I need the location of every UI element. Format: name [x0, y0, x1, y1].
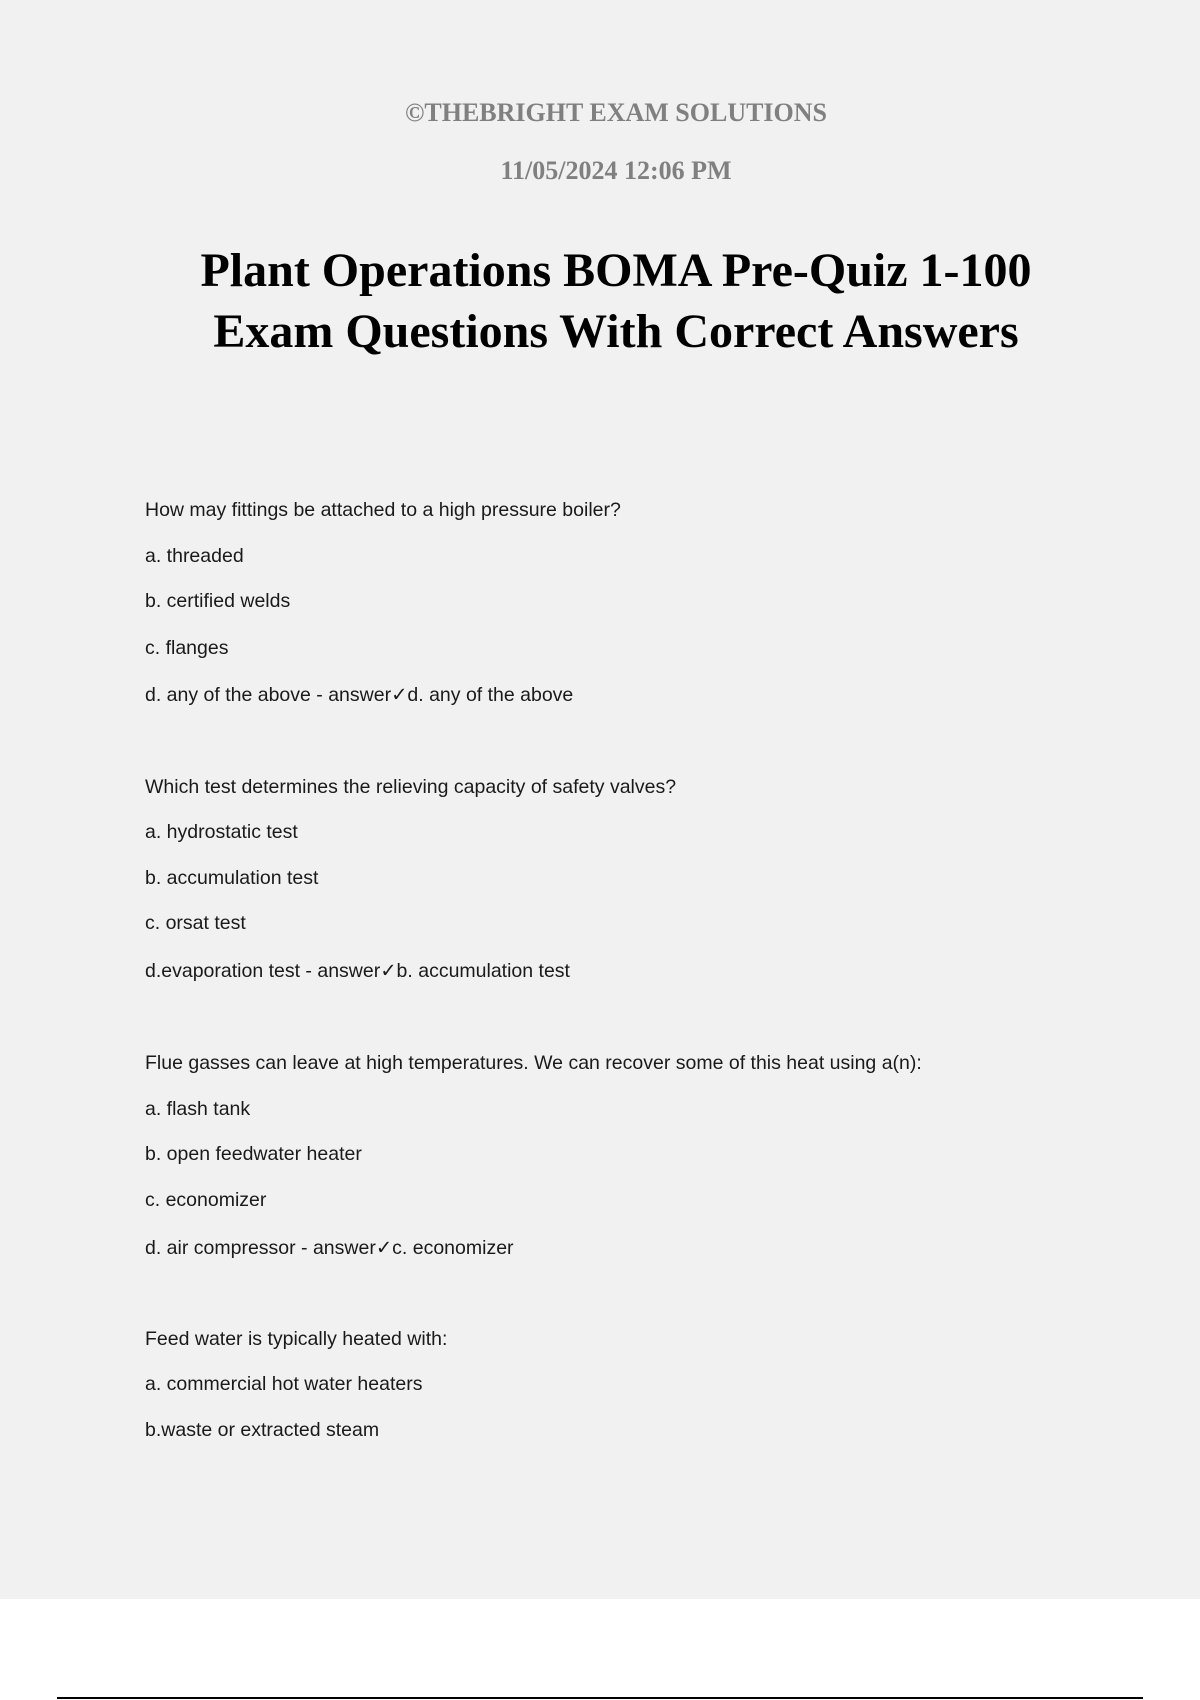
title-line-2: Exam Questions With Correct Answers	[213, 305, 1019, 358]
print-datetime: 11/05/2024 12:06 PM	[500, 156, 732, 185]
answer-option: c. flanges	[145, 637, 229, 659]
question-prompt: Which test determines the relieving capacity of safety valves?	[145, 776, 677, 798]
answer-option: a. flash tank	[145, 1098, 251, 1120]
answer-option: a. commercial hot water heaters	[145, 1373, 423, 1395]
answer-option-with-answer: d. air compressor - answer✓c. economizer	[145, 1237, 514, 1259]
answer-option: b. accumulation test	[145, 867, 319, 889]
answer-option: a. hydrostatic test	[145, 821, 298, 843]
page-bottom-rule	[57, 1697, 1143, 1699]
watermark-text: ©THEBRIGHT EXAM SOLUTIONS	[404, 98, 828, 127]
answer-option: b. open feedwater heater	[145, 1143, 362, 1165]
question-prompt: Flue gasses can leave at high temperatures. We can recover some of this heat using a(n):	[145, 1052, 922, 1074]
title-line-1: Plant Operations BOMA Pre-Quiz 1-100	[200, 244, 1032, 297]
question-prompt: How may fittings be attached to a high pressure boiler?	[145, 499, 621, 521]
document-title	[0, 240, 1200, 362]
answer-option: c. orsat test	[145, 912, 246, 934]
answer-option: b. certified welds	[145, 590, 291, 612]
answer-option: b.waste or extracted steam	[145, 1419, 380, 1441]
answer-option: a. threaded	[145, 545, 244, 567]
answer-option: c. economizer	[145, 1189, 267, 1211]
answer-option-with-answer: d.evaporation test - answer✓b. accumulation test	[145, 960, 570, 982]
question-prompt: Feed water is typically heated with:	[145, 1328, 448, 1350]
answer-option-with-answer: d. any of the above - answer✓d. any of the above	[145, 684, 574, 706]
